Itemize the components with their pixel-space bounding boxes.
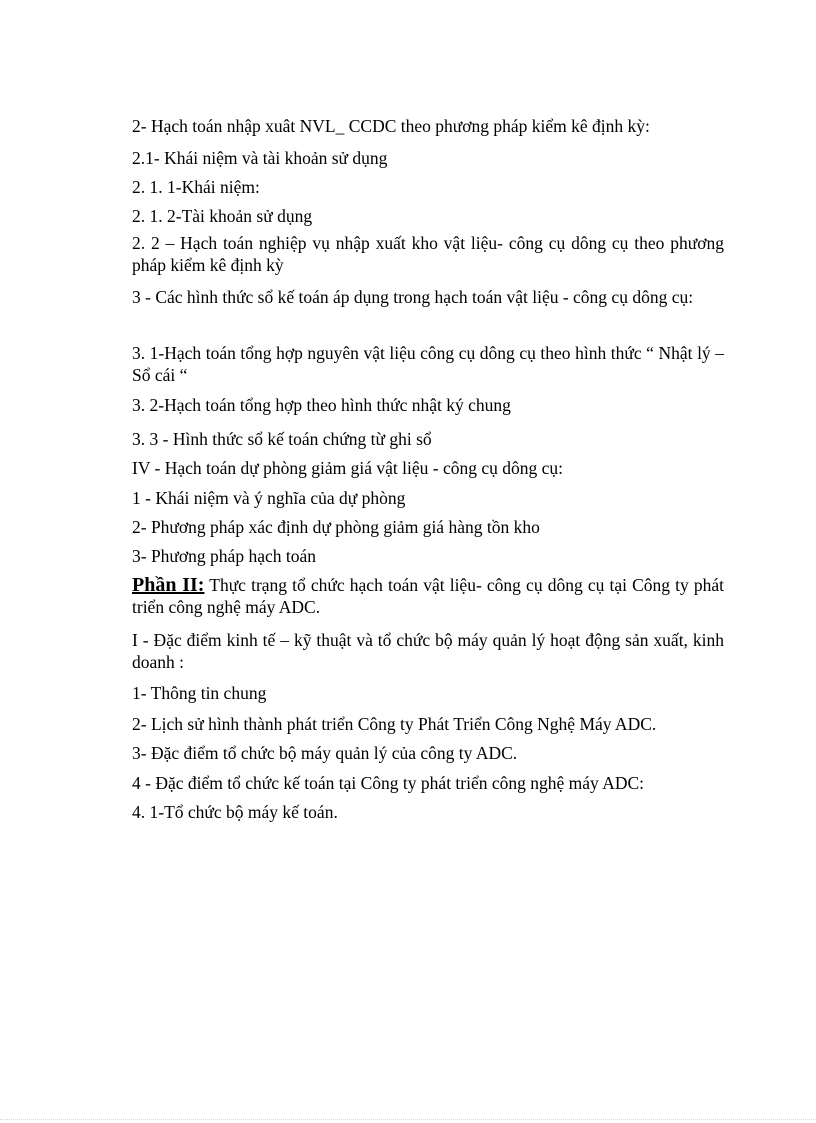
outline-line: IV - Hạch toán dự phòng giảm giá vật liệu - công cụ dông cụ:: [132, 458, 563, 478]
outline-line: 2- Hạch toán nhập xuât NVL_ CCDC theo phương pháp kiểm kê định kỳ:: [132, 116, 650, 136]
outline-line: 1 - Khái niệm và ý nghĩa của dự phòng: [132, 488, 406, 508]
outline-line: 3- Đặc điểm tổ chức bộ máy quản lý của công ty ADC.: [132, 743, 518, 763]
page-bottom-border: [0, 1119, 816, 1120]
outline-line: 3- Phương pháp hạch toán: [132, 546, 316, 566]
outline-line: 3. 3 - Hình thức sổ kế toán chứng từ ghi sổ: [132, 429, 432, 449]
outline-line: I - Đặc điểm kinh tế – kỹ thuật và tổ chức bộ máy quản lý hoạt động sản xuất, kinh doanh :: [132, 630, 724, 672]
outline-line: 2. 2 – Hạch toán nghiệp vụ nhập xuất kho vật liệu- công cụ dông cụ theo phương pháp kiểm kê định kỳ: [132, 233, 724, 275]
outline-line: 2- Lịch sử hình thành phát triển Công ty Phát Triển Công Nghệ Máy ADC.: [132, 714, 657, 734]
part-title: Thực trạng tổ chức hạch toán vật liệu- công cụ dông cụ tại Công ty phát triển công nghệ máy ADC.: [132, 575, 724, 617]
part-heading: [132, 574, 724, 618]
outline-line: 3 - Các hình thức sổ kế toán áp dụng trong hạch toán vật liệu - công cụ dông cụ:: [132, 287, 694, 307]
outline-line: 2. 1. 2-Tài khoản sử dụng: [132, 206, 313, 226]
outline-line: 2.1- Khái niệm và tài khoản sử dụng: [132, 148, 388, 168]
outline-line: 3. 1-Hạch toán tổng hợp nguyên vật liệu công cụ dông cụ theo hình thức “ Nhật lý – Sổ cái “: [132, 343, 724, 385]
outline-line: 1- Thông tin chung: [132, 683, 267, 703]
outline-line: 4. 1-Tổ chức bộ máy kế toán.: [132, 802, 338, 822]
outline-line: 2- Phương pháp xác định dự phòng giảm giá hàng tồn kho: [132, 517, 540, 537]
outline-line: 4 - Đặc điểm tổ chức kế toán tại Công ty phát triển công nghệ máy ADC:: [132, 773, 645, 793]
part-label: Phần II:: [132, 574, 205, 596]
outline-line: 2. 1. 1-Khái niệm:: [132, 177, 260, 197]
outline-line: 3. 2-Hạch toán tổng hợp theo hình thức nhật ký chung: [132, 395, 511, 415]
